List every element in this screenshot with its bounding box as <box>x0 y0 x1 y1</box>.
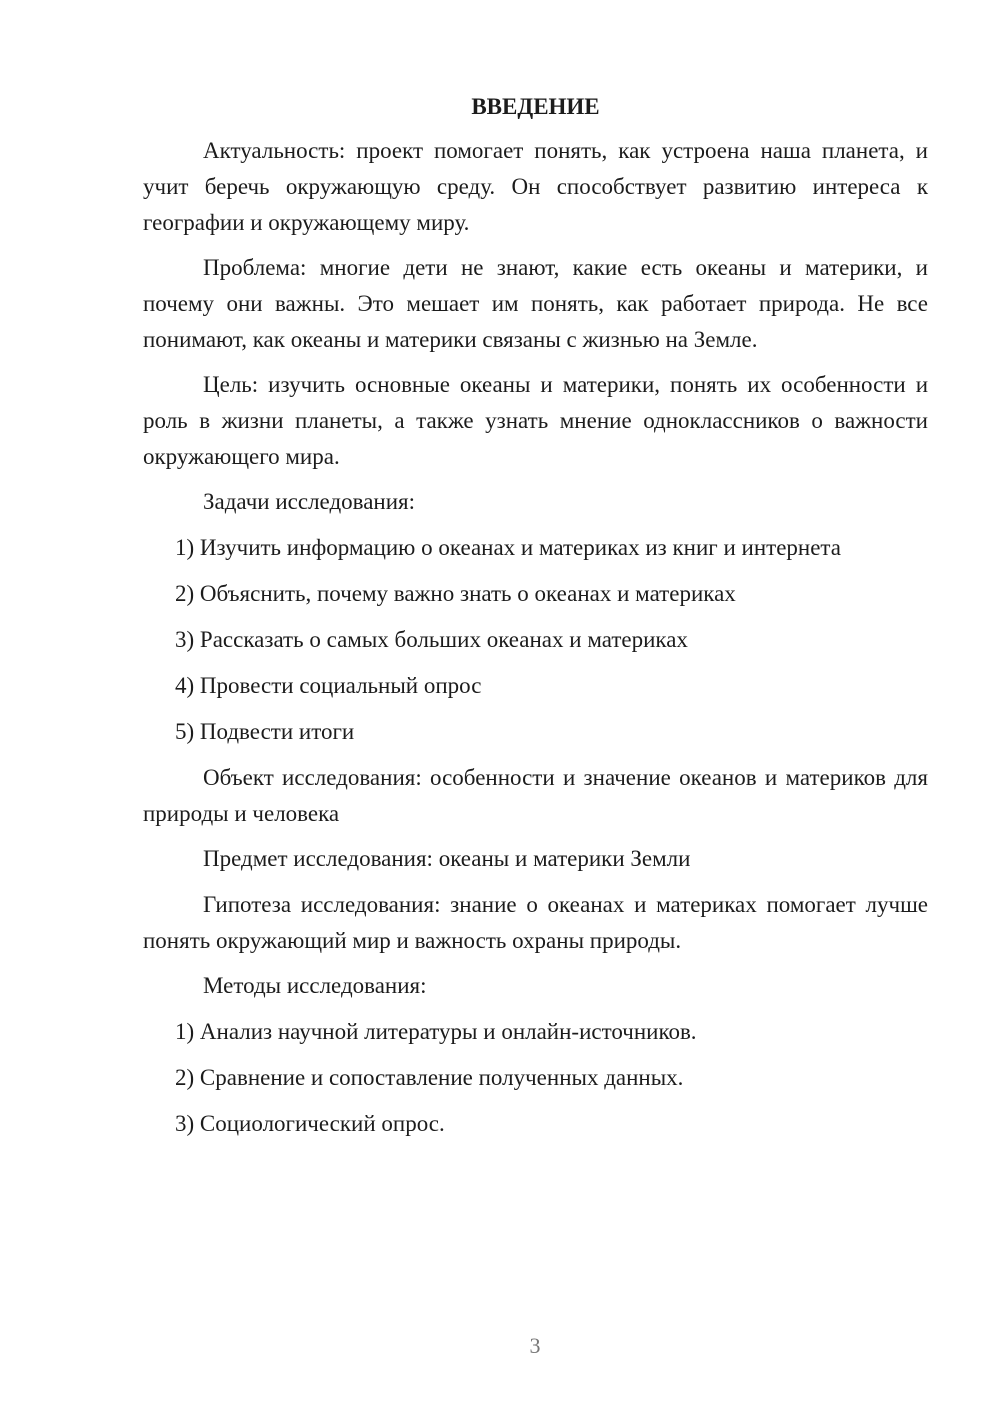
tasks-list <box>143 530 928 750</box>
tasks-label: Задачи исследования: <box>203 489 416 514</box>
hypothesis-paragraph: Гипотеза исследования: знание о океанах и материках помогает лучше понять окружающий мир и важность охраны природы. <box>143 892 928 953</box>
document-page <box>143 90 928 1152</box>
subject-paragraph: Предмет исследования: океаны и материки Земли <box>203 846 691 871</box>
task-item: 5) Подвести итоги <box>175 719 355 744</box>
method-item: 2) Сравнение и сопоставление полученных данных. <box>175 1065 684 1090</box>
object-paragraph: Объект исследования: особенности и значение океанов и материков для природы и человека <box>143 765 928 826</box>
task-item: 2) Объяснить, почему важно знать о океанах и материках <box>175 581 736 606</box>
page-number: 3 <box>529 1333 541 1358</box>
method-item: 1) Анализ научной литературы и онлайн-источников. <box>175 1019 697 1044</box>
problem-paragraph: Проблема: многие дети не знают, какие есть океаны и материки, и почему они важны. Это мешает им понять, как работает природа. Не все понимают, как океаны и материки связаны с жизнью на Земле. <box>143 255 928 352</box>
task-item: 3) Рассказать о самых больших океанах и материках <box>175 627 688 652</box>
task-item: 1) Изучить информацию о океанах и материках из книг и интернета <box>175 535 841 560</box>
task-item: 4) Провести социальный опрос <box>175 673 482 698</box>
methods-label: Методы исследования: <box>203 973 427 998</box>
method-item: 3) Социологический опрос. <box>175 1111 445 1136</box>
section-heading: ВВЕДЕНИЕ <box>471 94 600 119</box>
methods-list <box>143 1014 928 1142</box>
relevance-paragraph: Актуальность: проект помогает понять, как устроена наша планета, и учит беречь окружающую среду. Он способствует развитию интереса к географии и окружающему миру. <box>143 138 928 235</box>
goal-paragraph: Цель: изучить основные океаны и материки, понять их особенности и роль в жизни планеты, а также узнать мнение одноклассников о важности окружающего мира. <box>143 372 928 469</box>
